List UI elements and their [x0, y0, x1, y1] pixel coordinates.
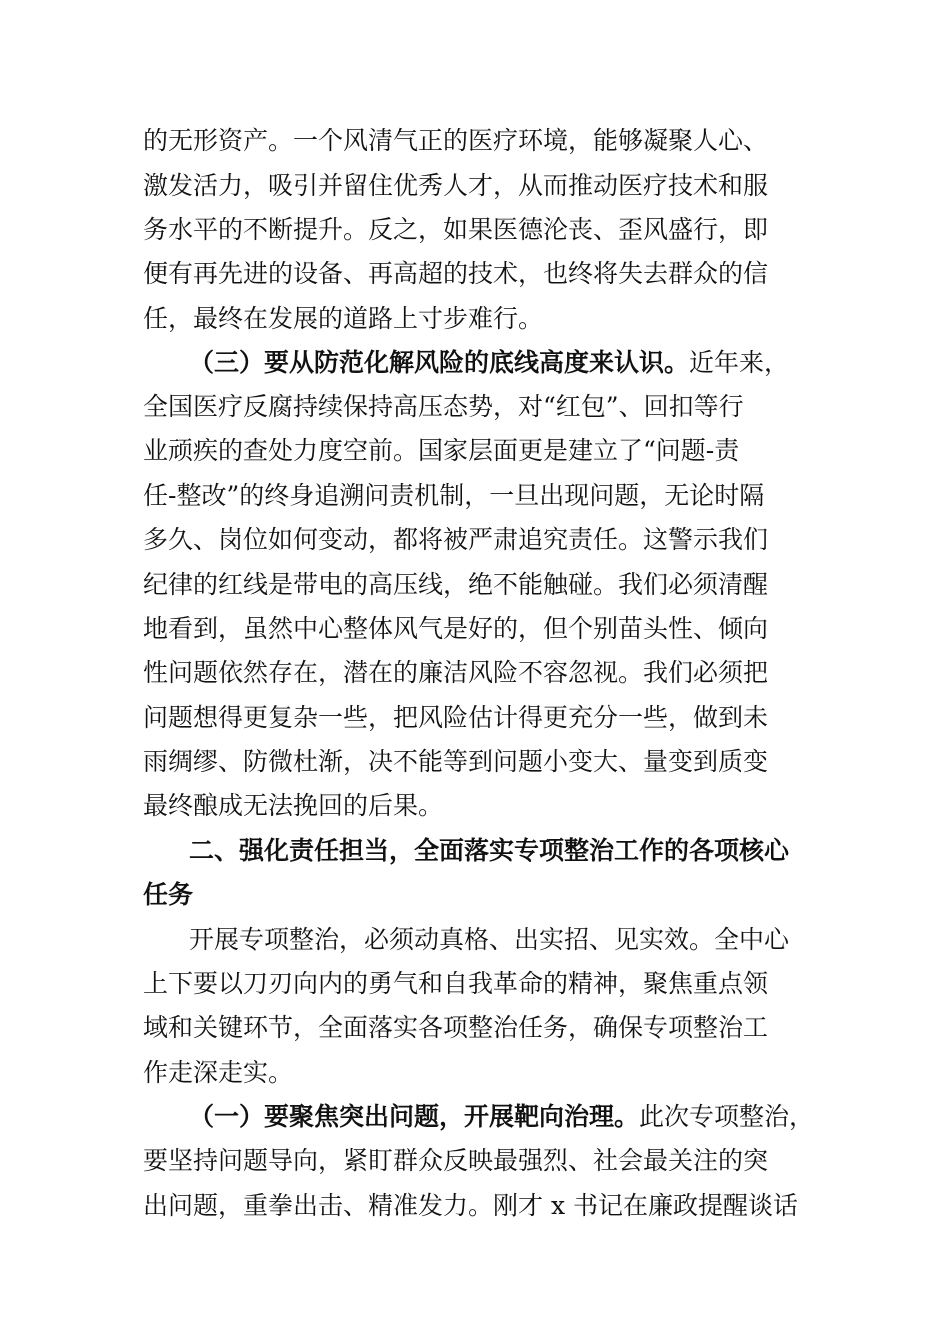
section-3-heading: （三）要从防范化解风险的底线高度来认识。 — [189, 348, 690, 377]
text-line: 的无形资产。一个风清气正的医疗环境，能够凝聚人心、 — [143, 126, 769, 155]
text-line: 域和关键环节，全面落实各项整治任务，确保专项整治工 — [143, 1013, 769, 1042]
text-line: 激发活力，吸引并留住优秀人才，从而推动医疗技术和服 — [143, 171, 769, 200]
text-line: 业顽疾的查处力度空前。国家层面更是建立了“问题-责 — [143, 436, 740, 465]
text-line: 问题想得更复杂一些，把风险估计得更充分一些，做到未 — [143, 703, 769, 732]
heading-2-line-2: 任务 — [143, 880, 194, 909]
subsection-1-first-line — [189, 1095, 823, 1139]
text-line: 纪律的红线是带电的高压线，绝不能触碰。我们必须清醒 — [143, 570, 769, 599]
text-line: 雨绸缪、防微杜渐，决不能等到问题小变大、量变到质变 — [143, 747, 769, 776]
text-line: 要坚持问题导向，紧盯群众反映最强烈、社会最关注的突 — [143, 1146, 769, 1175]
text-line: 上下要以刀刃向内的勇气和自我革命的精神，聚焦重点领 — [143, 969, 769, 998]
text-line: 务水平的不断提升。反之，如果医德沦丧、歪风盛行，即 — [143, 215, 769, 244]
heading-2-line-1: 二、强化责任担当，全面落实专项整治工作的各项核心 — [189, 836, 790, 865]
text-line: 作走深走实。 — [143, 1058, 294, 1087]
text-line: 性问题依然存在，潜在的廉洁风险不容忽视。我们必须把 — [143, 658, 769, 687]
text-line: 全国医疗反腐持续保持高压态势，对“红包”、回扣等行 — [143, 392, 744, 421]
text-line: 地看到，虽然中心整体风气是好的，但个别苗头性、倾向 — [143, 614, 769, 643]
text-line: 任，最终在发展的道路上寸步难行。 — [143, 304, 544, 333]
text-line: 任-整改”的终身追溯问责机制，一旦出现问题，无论时隔 — [143, 481, 765, 510]
text-line: 开展专项整治，必须动真格、出实招、见实效。全中心 — [189, 925, 790, 954]
section-3-lead-text: 近年来， — [689, 348, 790, 377]
text-line: 便有再先进的设备、再高超的技术，也终将失去群众的信 — [143, 259, 769, 288]
text-line: 多久、岗位如何变动，都将被严肃追究责任。这警示我们 — [143, 525, 769, 554]
section-3-first-line — [189, 341, 823, 385]
text-line: 最终酿成无法挽回的后果。 — [143, 791, 444, 820]
text-line: 出问题，重拳出击、精准发力。刚才 x 书记在廉政提醒谈话 — [143, 1191, 798, 1220]
subsection-1-heading: （一）要聚焦突出问题，开展靶向治理。 — [189, 1102, 640, 1131]
subsection-1-lead-text: 此次专项整治， — [639, 1102, 815, 1131]
